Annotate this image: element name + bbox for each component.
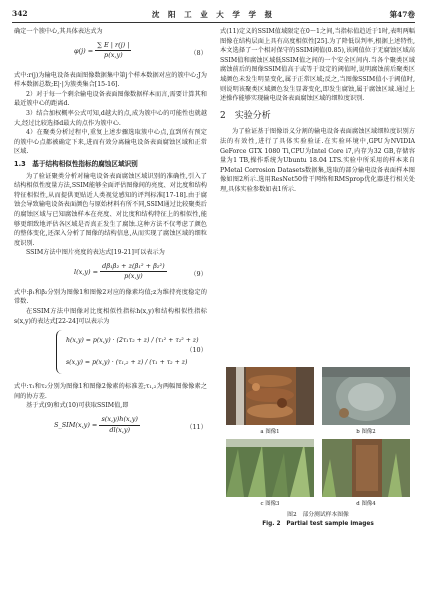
eq8-denominator: p(x,y) [104, 51, 123, 60]
caption-c: c 图像3 [260, 501, 280, 507]
figure-title-en: Fig. 2 Partial test sample images [262, 521, 374, 527]
paragraph: 为了验证基于图像语义分割的输电设备表面腐蚀区域细粒度识别方法的有效性,进行了具体实验验证.在实验环境中,GPU为NVIDIA GeForce GTX 1080 Ti,CPU为Intel Core i7,内存为32 GB,存储容量为1 TB,操作系统为Ubuntu 18.04 LTS.实验中所采用的样本来自PMetal Corrosion Datasets数据集,选取的部分输电设备表面样本图像如图2所示.选用ResNet50骨干网络和RMSprop优化器进行相关处理,具体实验参数如表1所示. [220, 128, 415, 193]
eq9-lhs: l(x,y) = [74, 267, 99, 276]
section-heading: 1.3 基于结构相似性指标的腐蚀区域识别 [14, 159, 138, 168]
equation-number: （11） [186, 423, 207, 432]
running-header [12, 9, 415, 23]
caption-b: b 图像2 [356, 429, 376, 435]
equation-number: （8） [190, 48, 207, 57]
eq8-lhs: φ(j) = [74, 46, 94, 55]
paragraph: 为了验证聚类分析对输电设备表面腐蚀区域识别的准确性,引入了结构相似性度量方法,SSIM能够全面评估图像间的亮度、对比度和结构特征相似性,从而提供更贴近人类视觉感知的评判标准[17-18].由于腐蚀会导致输电设备表面颜色与原始材料有所不同,SSIM通过比较聚类后的腐蚀区域与已知腐蚀样本在亮度、对比度和结构特征上的相似性,能够更细致地评估各区域是否真正发生了腐蚀.这种方法不仅考虑了颜色的整体变化,还深入分析了图像的结构信息,从而实现了腐蚀区域的细粒度识别. [14, 172, 207, 247]
eq10-row2: s(x,y) = p(x,y) · (τ₁,₂ + z) / (τ₁ + τ₂ + z) [66, 359, 188, 367]
volume-label: 第47卷 [389, 10, 415, 19]
paragraph: 式中:β₁和β₂分别为图像1和图像2对应的像素均值;z为维持亮度稳定的常数. [14, 288, 207, 306]
caption-a: a 图像1 [260, 429, 280, 435]
eq9-numerator: dβ₁β₂ + z(β₁² + β₂²) [100, 262, 166, 273]
brace-symbol [56, 330, 63, 374]
eq11-lhs: S_SIM(x,y) = [54, 421, 98, 430]
journal-name: 沈 阳 工 业 大 学 学 报 [151, 10, 276, 19]
paragraph: 确定一个簇中心,其具体表达式为 [14, 28, 103, 35]
equation-11 [14, 413, 207, 437]
page-number: 342 [12, 9, 28, 18]
equation-number: （9） [190, 269, 207, 278]
paragraph: 4）在聚类分析过程中,重复上述步骤选取簇中心点,直到所有预定的簇中心点都被确定下来,进而有效分离输电设备表面腐蚀区域和正常区域. [14, 129, 207, 156]
paragraph: 3）结合加权概率公式可知,d越大的点,成为簇中心的可能性也就越大,经过比较选择d最大的点作为簇中心. [14, 109, 207, 127]
paragraph: 式(11)定义的SSIM值域限定在0～1之间,当指标值趋近于1时,表明两幅图像在结构层面上具有高度相似性[25].为了降低误判率,根据上述特性,本文选择了一个相对保守的SSIM阈值(0.85),该阈值位于无腐蚀区域高SSIM值和腐蚀区域低SSIM值之间的一个安全区间内.当各个聚类区域腐蚀前后的图像SSIM值高于或等于设定的阈值时,说明腐蚀前后聚类区域颜色未发生明显变化,属于正常区域;反之,当图像SSIM值小于阈值时,则说明该聚类区域颜色发生显著变化,即发生腐蚀,属于腐蚀区域.通过上述操作能够实现输电设备表面腐蚀区域的细粒度识别. [220, 28, 415, 103]
figure-title-cn: 图2 部分测试样本图像 [287, 512, 349, 518]
equation-10 [14, 328, 207, 380]
eq9-denominator: p(x,y) [124, 272, 143, 281]
caption-d: d 图像4 [356, 501, 376, 507]
paragraph: 基于式(9)和式(10)可获取SSIM值,即 [26, 402, 129, 410]
paragraph: SSIM方法中图片亮度的表达式[19-21]可以表示为 [26, 249, 165, 257]
paragraph: 式中:r(j)为输电设备表面图像数据集中第j个样本数据对应的簇中心;J为样本数据总数;E|·|为簇类集合[15-16]. [14, 71, 207, 89]
header-rule [12, 22, 415, 23]
eq8-numerator: ∑ E | r(j) | [95, 41, 131, 52]
equation-8 [14, 39, 207, 69]
section-heading: 2 实验分析 [220, 110, 271, 121]
sample-image-2 [322, 367, 410, 425]
sample-image-1 [226, 367, 314, 425]
paragraph: 式中:τ₁和τ₂分别为图像1和图像2像素的标准差;τ₁,₂为两幅图像像素之间的协方差. [14, 383, 207, 400]
eq11-denominator: dl(x,y) [109, 425, 131, 434]
equation-9 [14, 260, 207, 286]
eq11-numerator: s(x,y)h(x,y) [99, 415, 139, 426]
eq10-row1: h(x,y) = p(x,y) · (2τ₁τ₂ + z) / (τ₁² + τ₂² + z) [66, 337, 199, 345]
left-column [14, 27, 207, 439]
equation-number: （10） [186, 346, 207, 355]
right-column [220, 27, 415, 195]
paragraph: 2）对于每一个剩余输电设备表面图像数据样本而言,需要计算其和最近簇中心的距离d. [14, 90, 207, 108]
sample-image-4 [322, 439, 410, 497]
paragraph: 在SSIM方法中图像对比度相似性指标h(x,y)和结构相似性指标s(x,y)的表达式[22-24]可以表示为 [14, 308, 207, 325]
sample-image-3 [226, 439, 314, 497]
